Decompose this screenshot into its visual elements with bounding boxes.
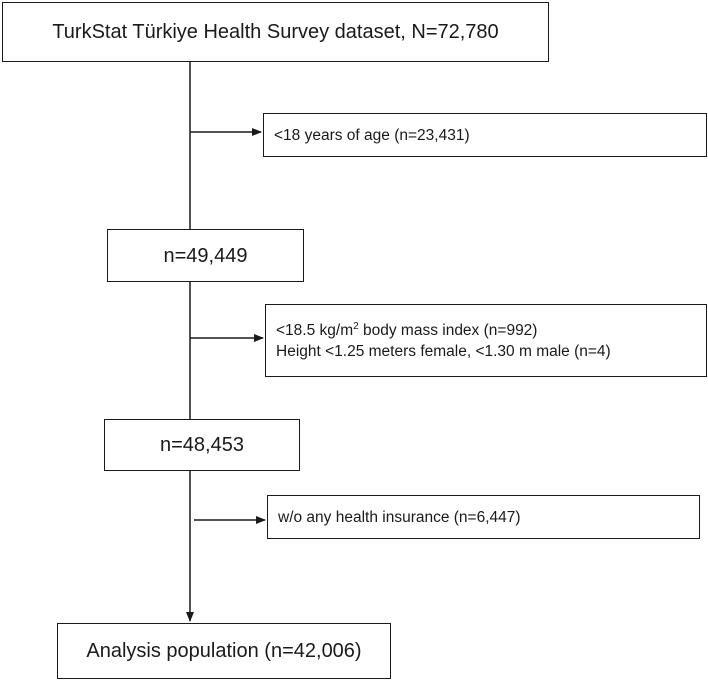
exclusion-box-bmi-height [265, 304, 707, 377]
count-label-1: n=49,449 [163, 244, 248, 267]
exclusion-age-label: <18 years of age (n=23,431) [274, 126, 470, 144]
count-label-2: n=48,453 [160, 434, 244, 456]
dataset-box [2, 2, 549, 62]
bmi-superscript: 2 [353, 320, 359, 332]
analysis-population-box [57, 623, 391, 679]
dataset-label: TurkStat Türkiye Health Survey dataset, N=72,780 [52, 21, 499, 43]
bmi-text-pre: <18.5 kg/m [276, 321, 354, 339]
exclusion-bmi-label [276, 320, 537, 341]
exclusion-box-age [263, 113, 707, 157]
exclusion-insurance-label: w/o any health insurance (n=6,447) [278, 508, 521, 526]
exclusion-height-label: Height <1.25 meters female, <1.30 m male (n=4) [276, 342, 611, 360]
count-box-2 [104, 419, 300, 471]
analysis-population-label: Analysis population (n=42,006) [86, 640, 362, 662]
exclusion-box-insurance [267, 495, 700, 539]
bmi-text-post: body mass index (n=992) [358, 321, 538, 339]
count-box-1 [107, 229, 304, 282]
